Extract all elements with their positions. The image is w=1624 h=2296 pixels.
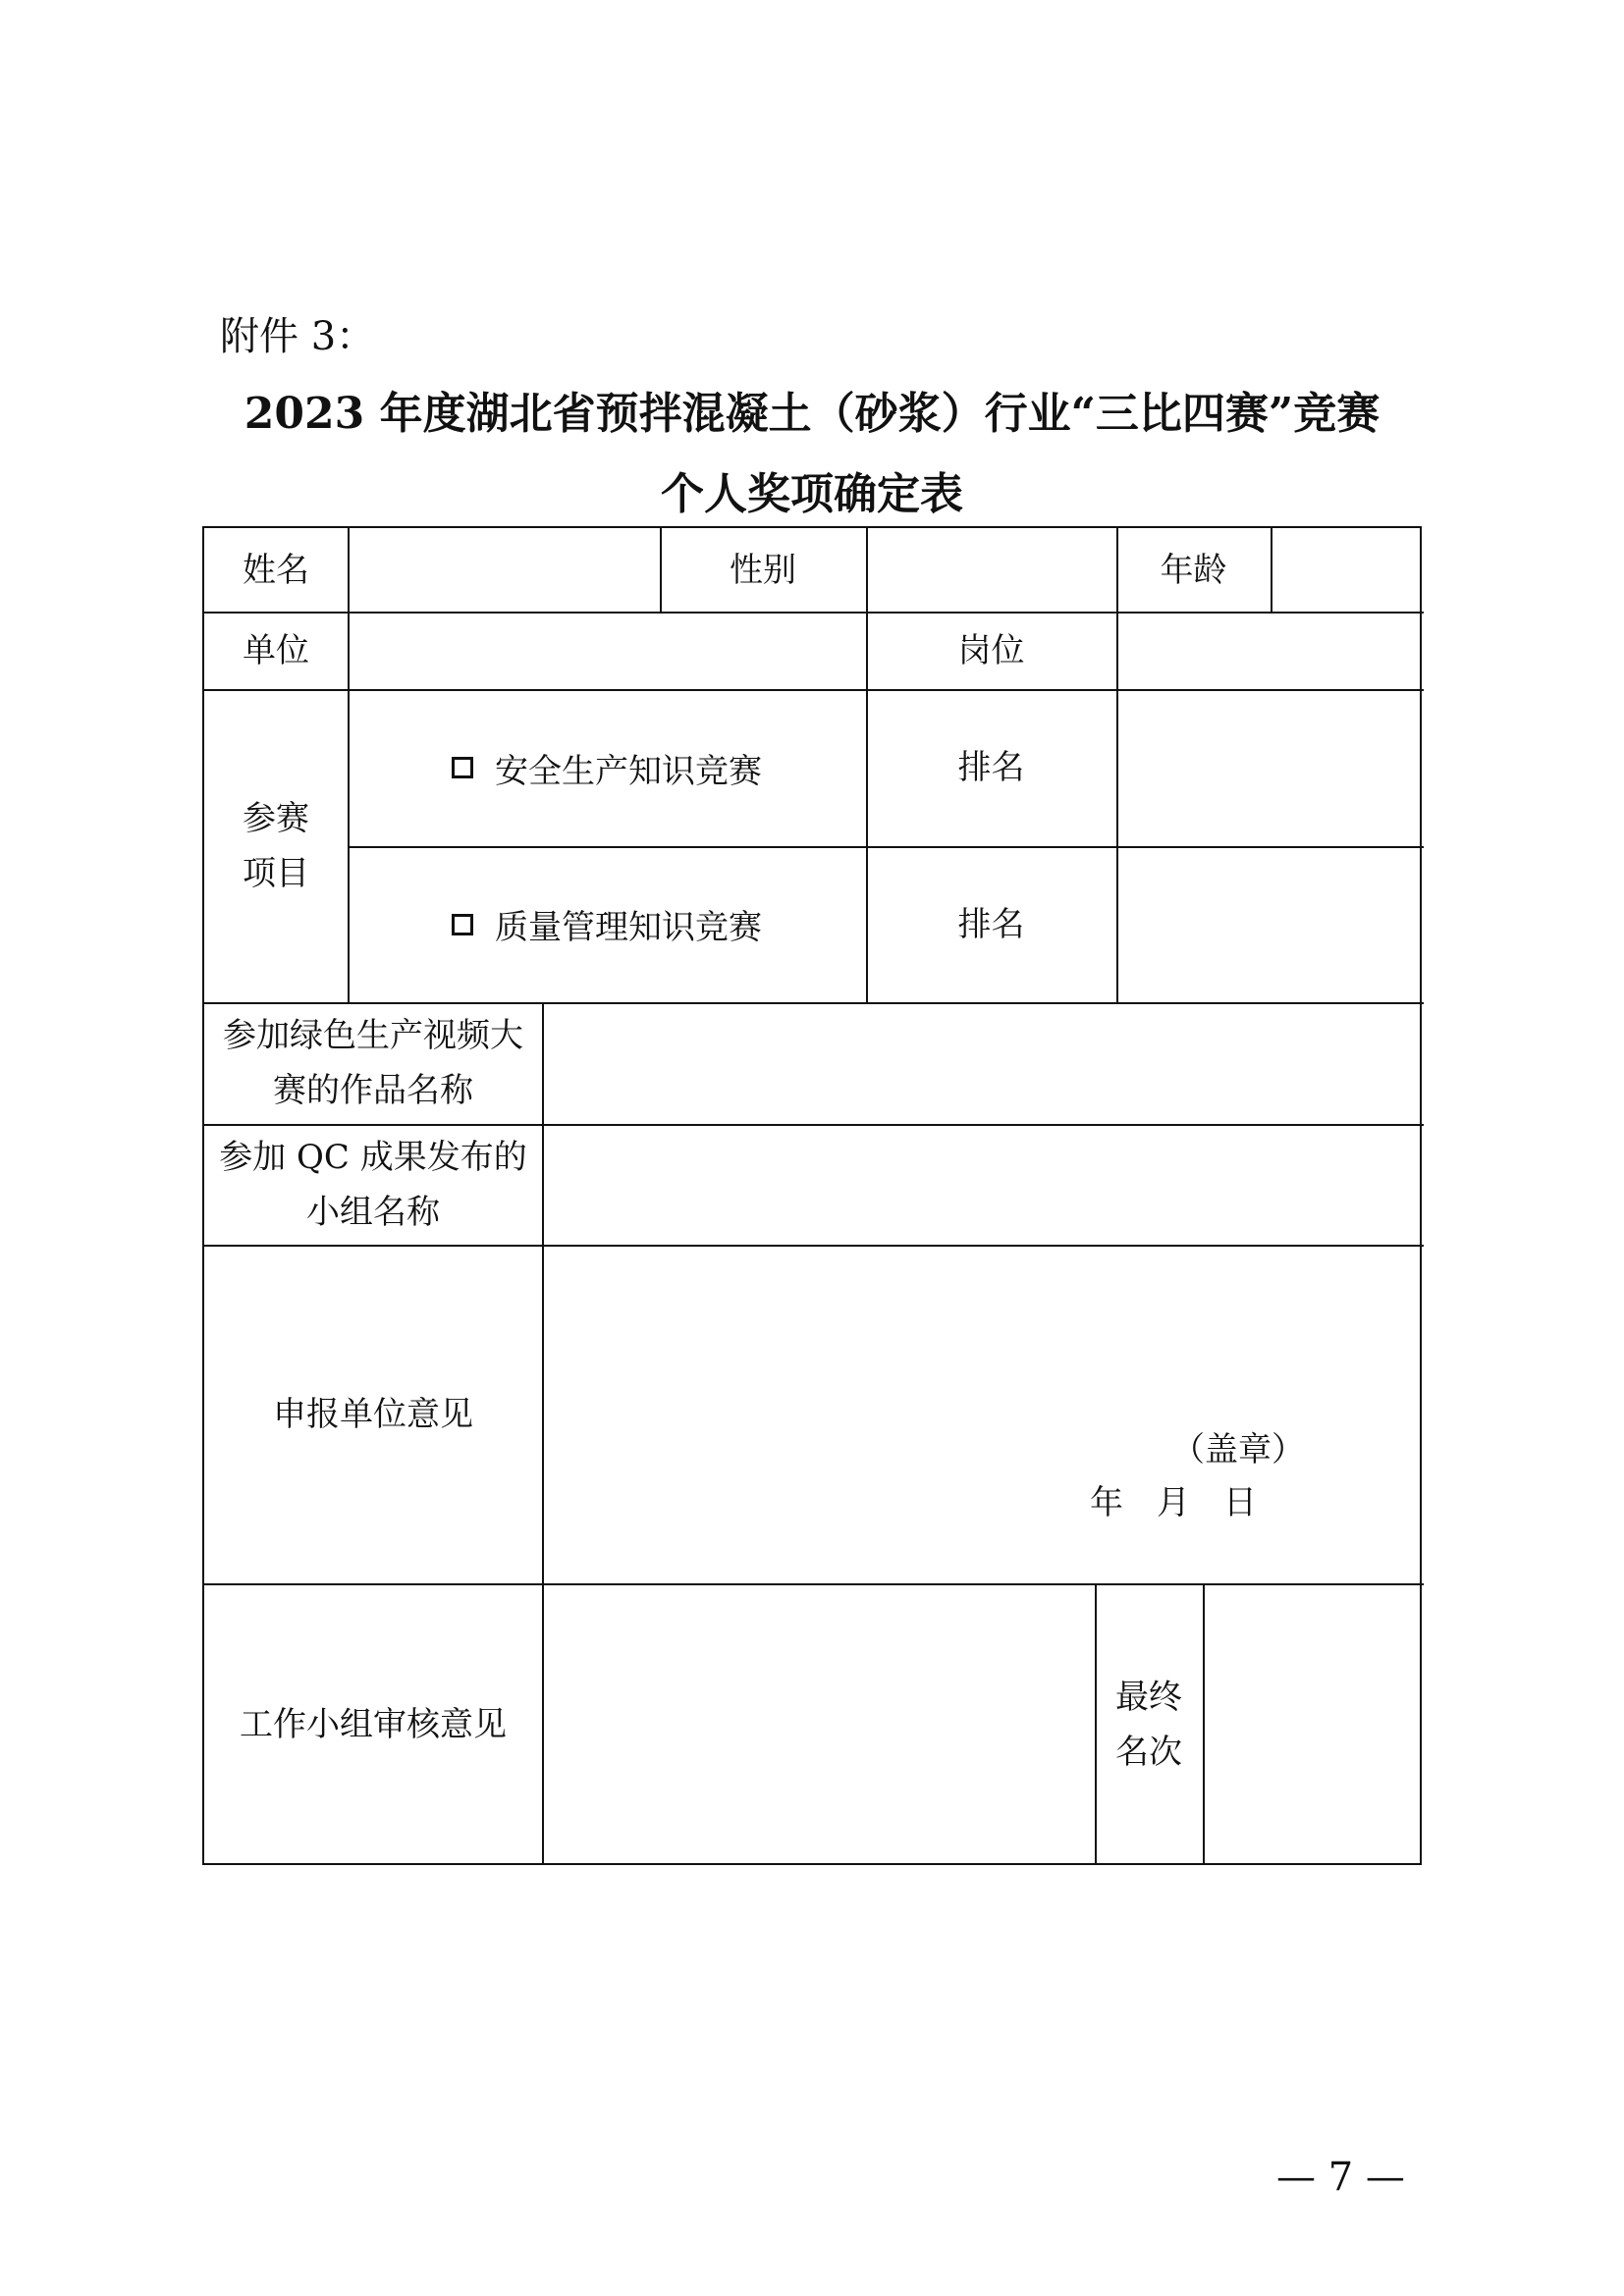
- rank-label-safety: 排名: [957, 748, 1025, 787]
- row-divider: [204, 612, 1424, 614]
- form-subtitle: 个人奖项确定表: [661, 469, 963, 519]
- date-text: 年 月 日: [1090, 1483, 1257, 1522]
- video-entry-label: 参加绿色生产视频大 赛的作品名称: [223, 1016, 523, 1110]
- form-title: 2023 年度湖北省预拌混凝土（砂浆）行业“三比四赛”竞赛: [244, 389, 1380, 439]
- events-label: 参赛 项目: [243, 798, 309, 893]
- unit-opinion-label: 申报单位意见: [273, 1394, 473, 1434]
- column-divider: [542, 1002, 544, 1865]
- qc-group-label: 参加 QC 成果发布的 小组名称: [219, 1137, 527, 1232]
- name-label: 姓名: [243, 550, 309, 590]
- column-divider: [1203, 1583, 1205, 1865]
- event-safety-label: 安全生产知识竞赛: [495, 751, 762, 791]
- checkbox-safety[interactable]: [452, 757, 473, 778]
- page-number: — 7 —: [1276, 2155, 1405, 2200]
- column-divider: [1271, 528, 1272, 612]
- post-label: 岗位: [957, 630, 1025, 670]
- final-rank-label: 最终 名次: [1115, 1677, 1182, 1772]
- age-label: 年龄: [1160, 550, 1227, 590]
- unit-label: 单位: [243, 630, 309, 670]
- gender-label: 性别: [730, 550, 796, 590]
- group-opinion-label: 工作小组审核意见: [240, 1704, 507, 1744]
- rank-label-quality: 排名: [957, 904, 1025, 944]
- annex-label: 附件 3：: [220, 314, 376, 359]
- award-form-table: [202, 526, 1422, 1865]
- seal-text: （盖章）: [1171, 1430, 1305, 1469]
- event-quality-label: 质量管理知识竞赛: [495, 908, 762, 947]
- event-quality-option[interactable]: [348, 846, 866, 1002]
- checkbox-quality[interactable]: [452, 914, 473, 935]
- event-safety-option[interactable]: [348, 689, 866, 846]
